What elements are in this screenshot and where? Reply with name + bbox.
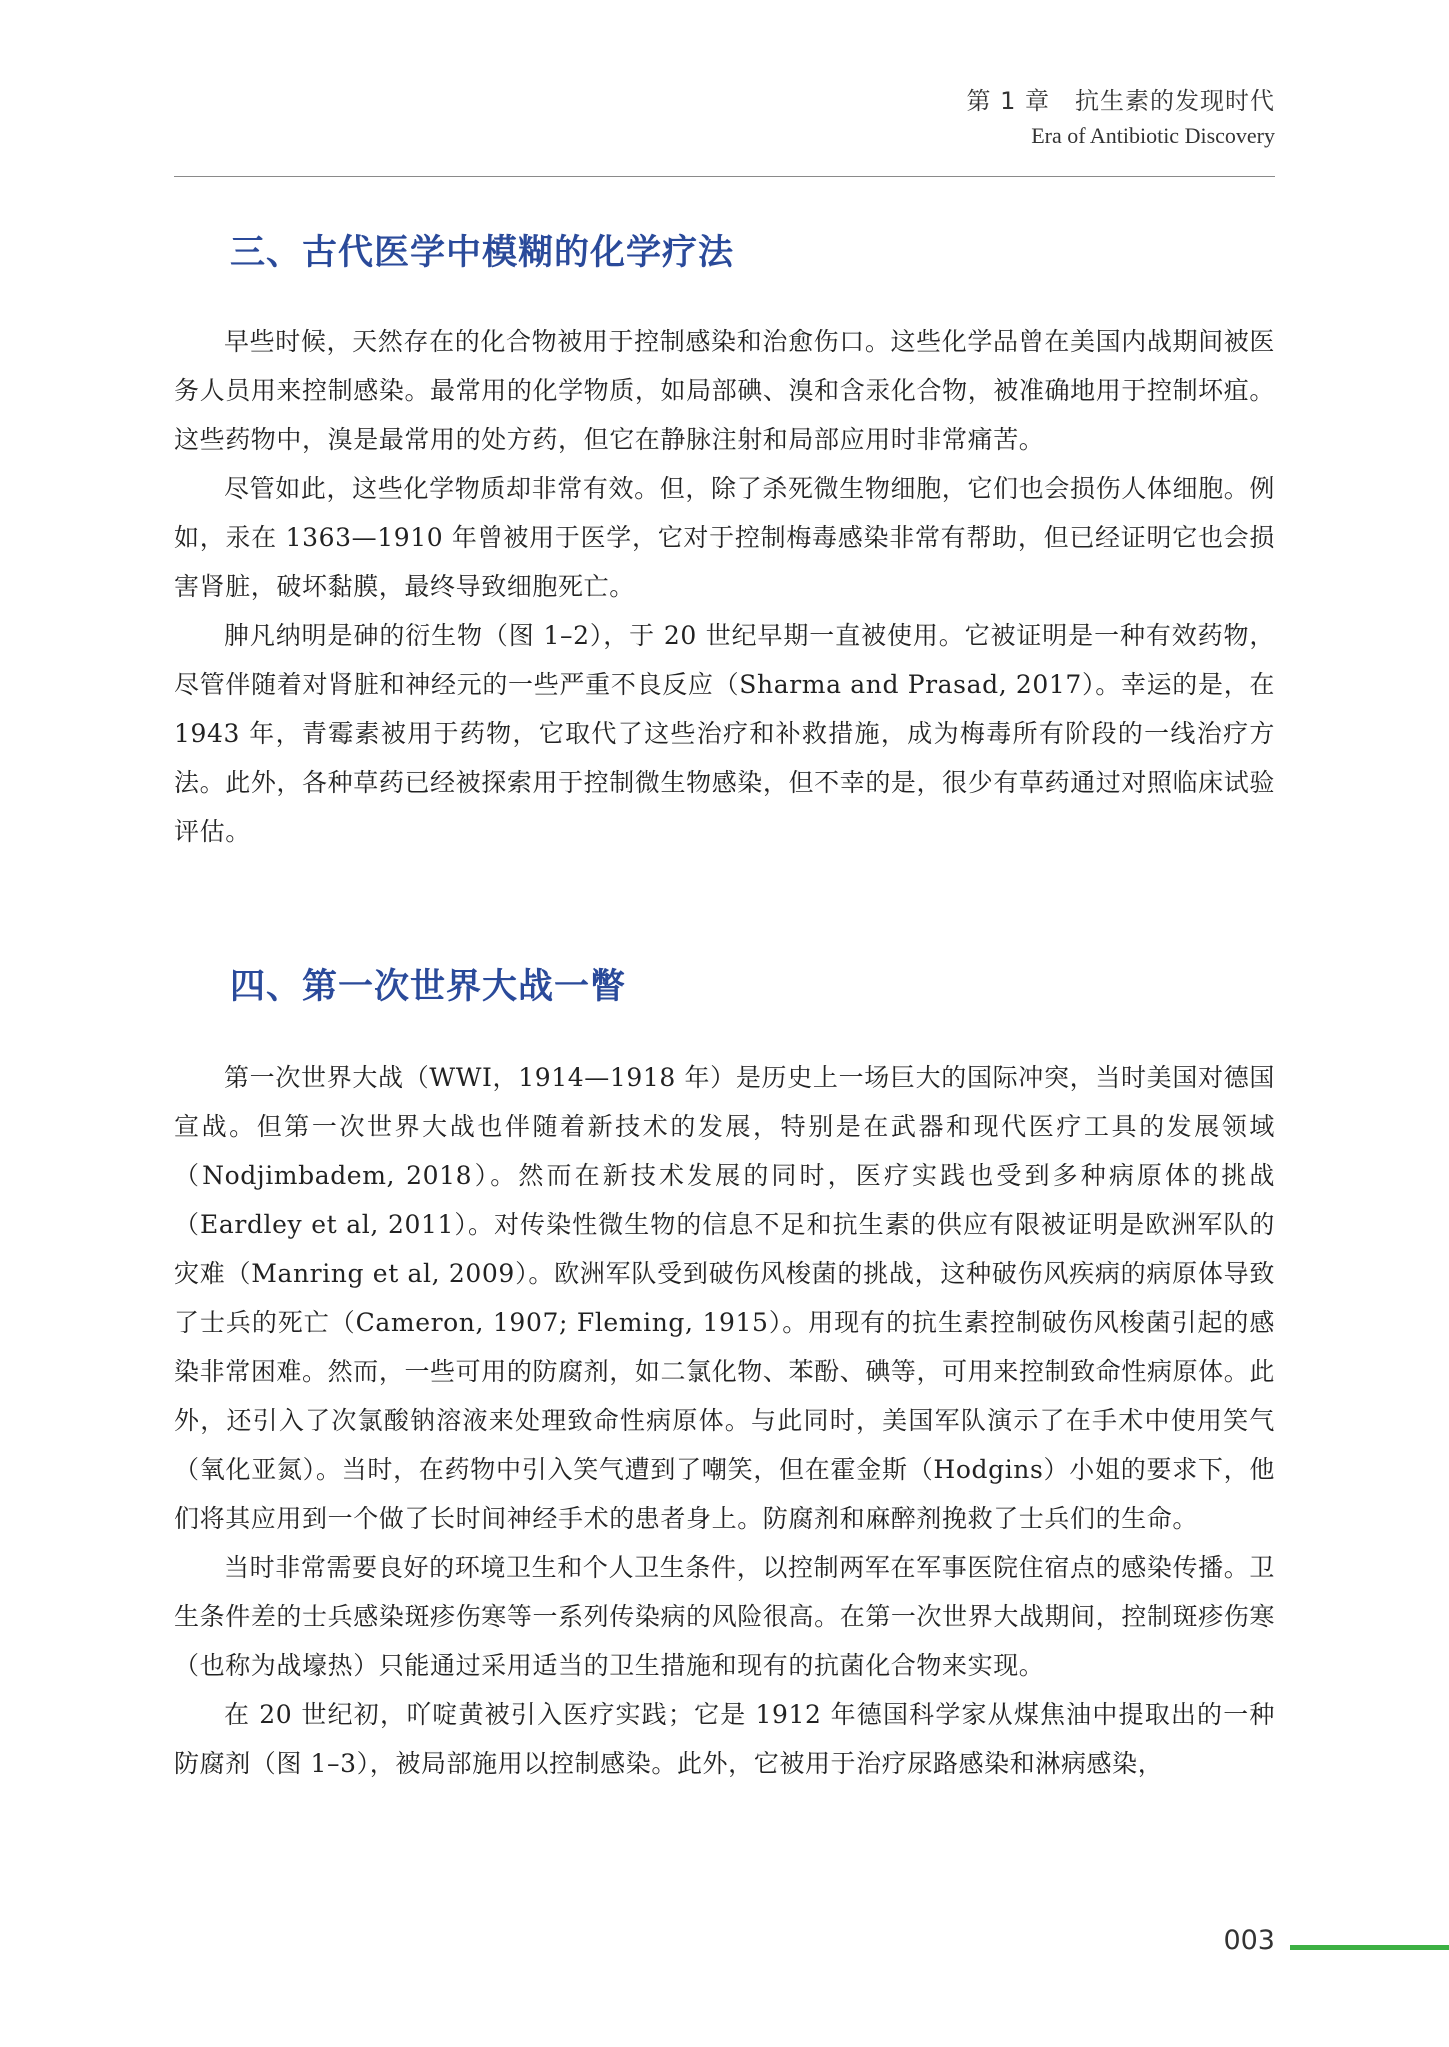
header-divider [174, 176, 1275, 177]
paragraph: 当时非常需要良好的环境卫生和个人卫生条件，以控制两军在军事医院住宿点的感染传播。卫生条件差的士兵感染斑疹伤寒等一系列传染病的风险很高。在第一次世界大战期间，控制斑疹伤寒（也称为战壕热）只能通过采用适当的卫生措施和现有的抗菌化合物来实现。 [174, 1553, 1275, 1680]
section-heading-wwi: 四、第一次世界大战一瞥 [230, 967, 627, 1007]
section-body-wwi [174, 1053, 1275, 1788]
chapter-title-en: Era of Antibiotic Discovery [1031, 123, 1275, 148]
paragraph: 胂凡纳明是砷的衍生物（图 1–2），于 20 世纪早期一直被使用。它被证明是一种有效药物，尽管伴随着对肾脏和神经元的一些严重不良反应（Sharma and Prasad, 2017）。幸运的是，在 1943 年，青霉素被用于药物，它取代了这些治疗和补救措施，成为梅毒所有阶段的一线治疗方法。此外，各种草药已经被探索用于控制微生物感染，但不幸的是，很少有草药通过对照临床试验评估。 [174, 621, 1275, 846]
page-number: 003 [1223, 1925, 1275, 1956]
section-heading-ancient-chemotherapy: 三、古代医学中模糊的化学疗法 [230, 233, 735, 273]
page-accent-bar [1290, 1945, 1449, 1950]
paragraph: 第一次世界大战（WWI，1914—1918 年）是历史上一场巨大的国际冲突，当时美国对德国宣战。但第一次世界大战也伴随着新技术的发展，特别是在武器和现代医疗工具的发展领域（Nodjimbadem, 2018）。然而在新技术发展的同时，医疗实践也受到多种病原体的挑战（Eardley et al, 2011）。对传染性微生物的信息不足和抗生素的供应有限被证明是欧洲军队的灾难（Manring et al, 2009）。欧洲军队受到破伤风梭菌的挑战，这种破伤风疾病的病原体导致了士兵的死亡（Cameron, 1907; Fleming, 1915）。用现有的抗生素控制破伤风梭菌引起的感染非常困难。然而，一些可用的防腐剂，如二氯化物、苯酚、碘等，可用来控制致命性病原体。此外，还引入了次氯酸钠溶液来处理致命性病原体。与此同时，美国军队演示了在手术中使用笑气（氧化亚氮）。当时，在药物中引入笑气遭到了嘲笑，但在霍金斯（Hodgins）小姐的要求下，他们将其应用到一个做了长时间神经手术的患者身上。防腐剂和麻醉剂挽救了士兵们的生命。 [174, 1063, 1275, 1533]
paragraph: 在 20 世纪初，吖啶黄被引入医疗实践；它是 1912 年德国科学家从煤焦油中提取出的一种防腐剂（图 1–3），被局部施用以控制感染。此外，它被用于治疗尿路感染和淋病感染， [174, 1700, 1275, 1778]
section-body-ancient-chemotherapy [174, 317, 1275, 856]
running-header [966, 84, 1275, 152]
paragraph: 尽管如此，这些化学物质却非常有效。但，除了杀死微生物细胞，它们也会损伤人体细胞。例如，汞在 1363—1910 年曾被用于医学，它对于控制梅毒感染非常有帮助，但已经证明它也会损害肾脏，破坏黏膜，最终导致细胞死亡。 [174, 474, 1275, 601]
paragraph: 早些时候，天然存在的化合物被用于控制感染和治愈伤口。这些化学品曾在美国内战期间被医务人员用来控制感染。最常用的化学物质，如局部碘、溴和含汞化合物，被准确地用于控制坏疽。这些药物中，溴是最常用的处方药，但它在静脉注射和局部应用时非常痛苦。 [174, 327, 1275, 454]
chapter-title-zh: 第 1 章 抗生素的发现时代 [966, 87, 1275, 115]
